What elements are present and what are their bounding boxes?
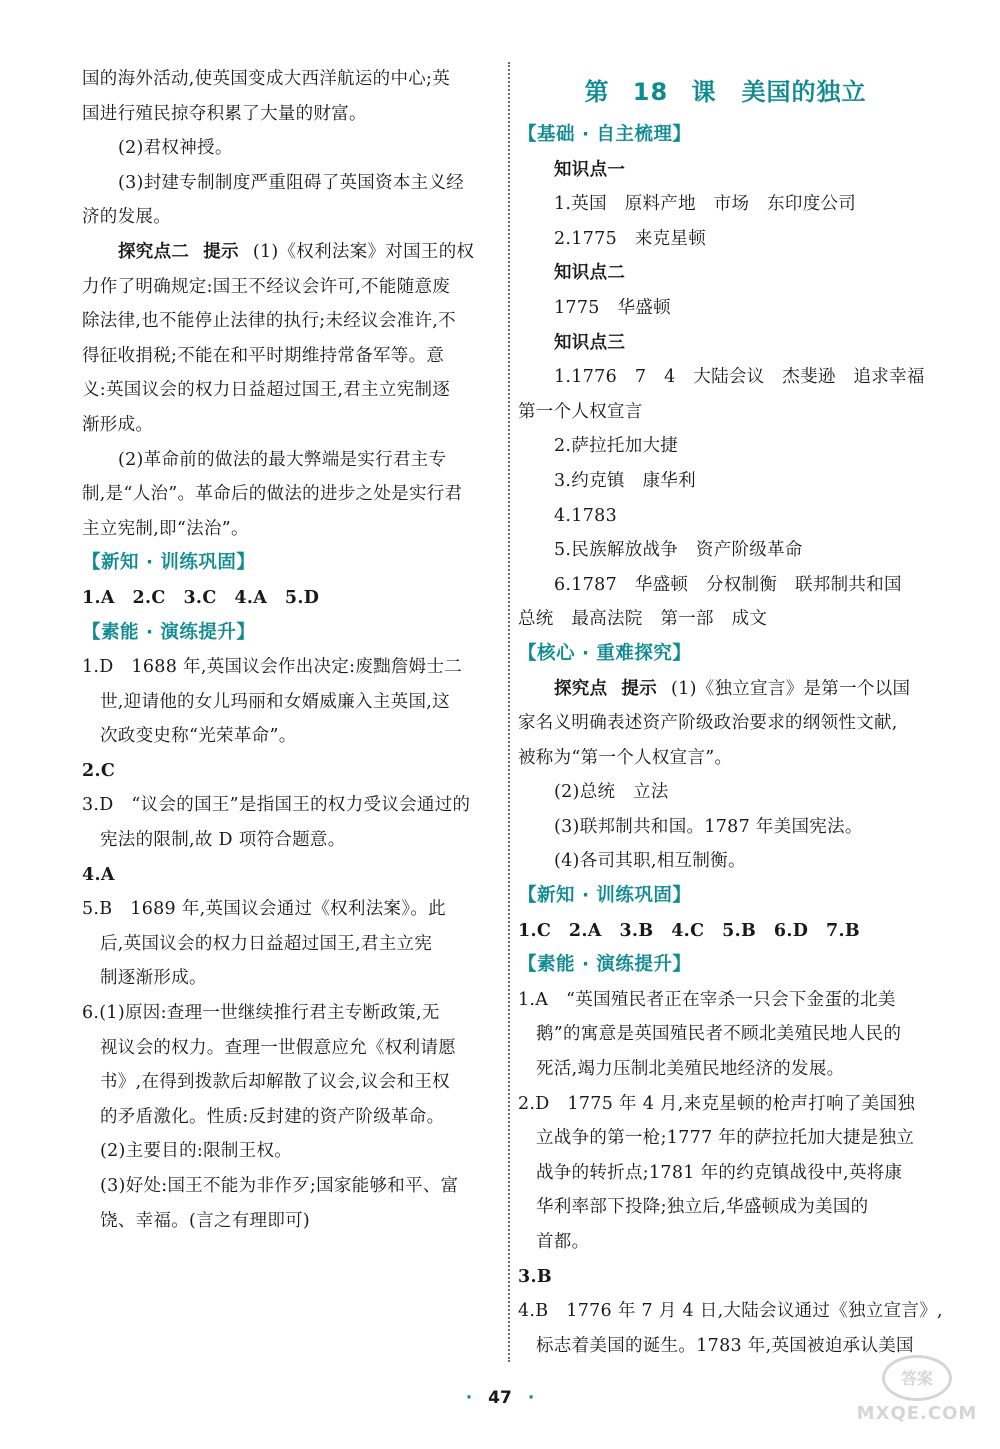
text-line: 主立宪制,即“法治”。: [82, 518, 249, 539]
probe-line: [518, 672, 933, 707]
question-line: 6.(1)原因:查理一世继续推行君主专断政策,无: [82, 1003, 440, 1024]
watermark-text: MXQE.COM: [856, 1402, 978, 1424]
knowledge-line: 5.民族解放战争 资产阶级革命: [554, 540, 803, 561]
text-line: 家名义明确表述资产阶级政治要求的纲领性文献,: [518, 713, 898, 734]
question-line: 后,英国议会的权力日益超过国王,君主立宪: [100, 933, 433, 954]
text-fragment: (1)《独立宣言》是第一个以国: [671, 678, 911, 699]
text-line: (2)总统 立法: [554, 782, 669, 803]
right-column: [518, 62, 943, 1363]
knowledge-line: 3.约克镇 康华利: [554, 470, 696, 491]
question-line: 世,迎请他的女儿玛丽和女婿威廉入主英国,这: [100, 691, 450, 712]
watermark-seal: 答案: [882, 1355, 952, 1401]
page-footer: [0, 1388, 1000, 1408]
hint-label: 提示: [621, 678, 658, 699]
question-line: 的矛盾激化。性质:反封建的资产阶级革命。: [100, 1106, 445, 1127]
text-line: 义:英国议会的权力日益超过国王,君主立宪制逐: [82, 380, 451, 401]
question-line: 3.B: [518, 1266, 552, 1287]
text-line: 渐形成。: [82, 414, 154, 435]
text-line: (2)革命前的做法的最大弊端是实行君主专: [118, 449, 447, 470]
left-column: [82, 62, 502, 1238]
question-line: 4.B 1776 年 7 月 4 日,大陆会议通过《独立宣言》,: [518, 1301, 943, 1322]
knowledge-line: 第一个人权宣言: [518, 401, 643, 422]
question-line: 制逐渐形成。: [100, 968, 207, 989]
footer-dot: ·: [465, 1388, 473, 1408]
text-line: (4)各司其职,相互制衡。: [554, 851, 746, 872]
question-line: 鹅”的寓意是英国殖民者不顾北美殖民地人民的: [536, 1024, 902, 1045]
question-line: 战争的转折点;1781 年的约克镇战役中,英将康: [536, 1162, 903, 1183]
column-divider: [508, 62, 510, 1362]
text-line: 济的发展。: [82, 207, 171, 228]
question-line: 华利率部下投降;独立后,华盛顿成为美国的: [536, 1197, 869, 1218]
watermark-logo: [858, 1344, 976, 1434]
text-line: 国的海外活动,使英国变成大西洋航运的中心;英: [82, 69, 451, 89]
probe-label: 探究点: [554, 678, 608, 699]
knowledge-line: 1.英国 原料产地 市场 东印度公司: [554, 194, 857, 215]
text-line: 国进行殖民掠夺积累了大量的财富。: [82, 103, 367, 124]
knowledge-line: 6.1787 华盛顿 分权制衡 联邦制共和国: [554, 574, 902, 595]
question-line: 首都。: [536, 1232, 590, 1252]
knowledge-line: 4.1783: [554, 505, 618, 526]
answer-key-line: 1.C 2.A 3.B 4.C 5.B 6.D 7.B: [518, 920, 860, 941]
section-heading-jichu: 【基础 · 自主梳理】: [518, 124, 692, 145]
question-line: 2.C: [82, 760, 116, 781]
page-number: 47: [488, 1388, 512, 1408]
knowledge-line: 总统 最高法院 第一部 成文: [518, 609, 768, 630]
text-line: 被称为“第一个人权宣言”。: [518, 747, 733, 768]
question-line: (3)好处:国王不能为非作歹;国家能够和平、富: [100, 1176, 459, 1196]
knowledge-line: 2.1775 来克星顿: [554, 228, 707, 249]
question-line: 标志着美国的诞生。1783 年,英国被迫承认美国: [536, 1335, 914, 1356]
question-line: 立战争的第一枪;1777 年的萨拉托加大捷是独立: [536, 1128, 915, 1149]
section-heading-suneng: 【素能 · 演练提升】: [518, 954, 692, 976]
text-line: 制,是“人治”。革命后的做法的进步之处是实行君: [82, 484, 463, 505]
question-line: (2)主要目的:限制王权。: [100, 1141, 293, 1162]
question-line: 死活,竭力压制北美殖民地经济的发展。: [536, 1059, 845, 1080]
section-heading-suneng: 【素能 · 演练提升】: [82, 621, 256, 643]
footer-dot: ·: [527, 1388, 535, 1408]
question-line: 4.A: [82, 864, 115, 885]
text-line: (2)君权神授。: [118, 138, 233, 159]
text-line: 力作了明确规定:国王不经议会许可,不能随意废: [82, 276, 451, 297]
question-line: 视议会的权力。查理一世假意应允《权利请愿: [100, 1037, 456, 1058]
hint-label: 提示: [203, 241, 239, 262]
question-line: 1.D 1688 年,英国议会作出决定:废黜詹姆士二: [82, 657, 463, 678]
question-line: 饶、幸福。(言之有理即可): [100, 1210, 311, 1231]
knowledge-point-label: 知识点二: [554, 263, 626, 284]
knowledge-point-label: 知识点一: [554, 159, 626, 180]
text-fragment: (1)《权利法案》对国王的权: [252, 241, 475, 262]
question-line: 次政变史称“光荣革命”。: [100, 726, 297, 747]
probe-two-line: [82, 235, 502, 270]
text-line: 得征收捐税;不能在和平时期维持常备军等。意: [82, 345, 445, 366]
probe-label: 探究点二: [118, 241, 190, 262]
text-line: (3)封建专制制度严重阻碍了英国资本主义经: [118, 172, 465, 193]
question-line: 2.D 1775 年 4 月,来克星顿的枪声打响了美国独: [518, 1093, 916, 1114]
knowledge-line: 1775 华盛顿: [554, 297, 671, 318]
question-line: 书》,在得到拨款后却解散了议会,议会和王权: [100, 1072, 450, 1093]
question-line: 5.B 1689 年,英国议会通过《权利法案》。此: [82, 899, 446, 920]
section-heading-xinzhi: 【新知 · 训练巩固】: [518, 885, 692, 907]
knowledge-line: 1.1776 7 4 大陆会议 杰斐逊 追求幸福: [554, 367, 925, 388]
text-line: (3)联邦制共和国。1787 年美国宪法。: [554, 816, 863, 837]
knowledge-line: 2.萨拉托加大捷: [554, 436, 679, 457]
question-line: 宪法的限制,故 D 项符合题意。: [100, 830, 346, 851]
knowledge-point-label: 知识点三: [554, 332, 626, 353]
section-heading-xinzhi: 【新知 · 训练巩固】: [82, 552, 256, 574]
answer-key-line: 1.A 2.C 3.C 4.A 5.D: [82, 587, 320, 608]
text-line: 除法律,也不能停止法律的执行;未经议会准许,不: [82, 311, 456, 332]
question-line: 3.D “议会的国王”是指国王的权力受议会通过的: [82, 795, 471, 816]
question-line: 1.A “英国殖民者正在宰杀一只会下金蛋的北美: [518, 989, 896, 1010]
lesson-title: 第 18 课 美国的独立: [584, 78, 867, 106]
section-heading-hexin: 【核心 · 重难探究】: [518, 642, 692, 664]
